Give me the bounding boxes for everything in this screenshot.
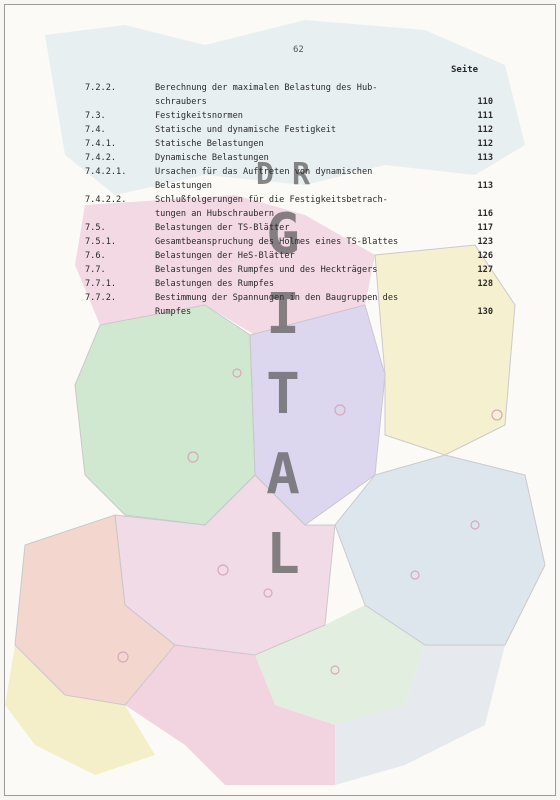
page-number: 62 bbox=[293, 45, 304, 55]
section-number: 7.5.1. bbox=[85, 237, 117, 247]
section-title: Statische Belastungen bbox=[155, 139, 264, 149]
section-title: Ursachen für das Auftreten von dynamischen Belastungen bbox=[155, 167, 373, 191]
section-title: Belastungen des Rumpfes und des Heckträgers bbox=[155, 265, 378, 275]
section-number: 7.4.2.1. bbox=[85, 167, 127, 177]
section-title: Dynamische Belastungen bbox=[155, 153, 269, 163]
toc-entry bbox=[85, 81, 493, 109]
table-of-contents bbox=[85, 81, 493, 319]
section-number: 7.4.1. bbox=[85, 139, 117, 149]
section-number: 7.7.2. bbox=[85, 293, 117, 303]
section-number: 7.2.2. bbox=[85, 83, 117, 93]
watermark-letter: A bbox=[266, 442, 300, 507]
page-column-header: Seite bbox=[451, 65, 479, 75]
section-page: 126 bbox=[477, 251, 493, 261]
section-page: 113 bbox=[477, 153, 493, 163]
section-title: Belastungen der HeS-Blätter bbox=[155, 251, 295, 261]
toc-entry bbox=[85, 277, 493, 291]
watermark-letter: L bbox=[266, 522, 300, 587]
section-title: Berechnung der maximalen Belastung des Hub- schraubers bbox=[155, 83, 378, 107]
toc-entry bbox=[85, 235, 493, 249]
toc-entry bbox=[85, 137, 493, 151]
toc-entry bbox=[85, 165, 493, 193]
section-page: 112 bbox=[477, 125, 493, 135]
section-page: 116 bbox=[477, 209, 493, 219]
section-page: 123 bbox=[477, 237, 493, 247]
section-number: 7.5. bbox=[85, 223, 106, 233]
toc-entry bbox=[85, 291, 493, 319]
section-number: 7.4.2. bbox=[85, 153, 117, 163]
section-title: Statische und dynamische Festigkeit bbox=[155, 125, 337, 135]
toc-entry bbox=[85, 109, 493, 123]
section-number: 7.6. bbox=[85, 251, 106, 261]
section-page: 112 bbox=[477, 139, 493, 149]
section-title: Gesamtbeanspruchung des Holmes eines TS-Blattes bbox=[155, 237, 399, 247]
section-title: Festigkeitsnormen bbox=[155, 111, 243, 121]
toc-entry bbox=[85, 123, 493, 137]
section-number: 7.3. bbox=[85, 111, 106, 121]
section-page: 110 bbox=[477, 97, 493, 107]
section-number: 7.4. bbox=[85, 125, 106, 135]
toc-entry bbox=[85, 263, 493, 277]
section-page: 128 bbox=[477, 279, 493, 289]
section-title: Belastungen der TS-Blätter bbox=[155, 223, 290, 233]
section-number: 7.4.2.2. bbox=[85, 195, 127, 205]
section-page: 111 bbox=[477, 111, 493, 121]
section-page: 117 bbox=[477, 223, 493, 233]
watermark-top: D R bbox=[255, 157, 311, 192]
toc-entry bbox=[85, 221, 493, 235]
section-number: 7.7. bbox=[85, 265, 106, 275]
section-title: Bestimmung der Spannungen in den Baugruppen des Rumpfes bbox=[155, 293, 399, 317]
document-page bbox=[4, 4, 556, 796]
section-number: 7.7.1. bbox=[85, 279, 117, 289]
watermark-letter: G bbox=[266, 202, 300, 267]
section-page: 113 bbox=[477, 181, 493, 191]
toc-entry bbox=[85, 249, 493, 263]
section-page: 127 bbox=[477, 265, 493, 275]
section-page: 130 bbox=[477, 307, 493, 317]
section-title: Belastungen des Rumpfes bbox=[155, 279, 274, 289]
toc-entry bbox=[85, 193, 493, 221]
toc-entry bbox=[85, 151, 493, 165]
section-title: Schlußfolgerungen für die Festigkeitsbetrach- tungen an Hubschraubern bbox=[155, 195, 388, 219]
watermark-letter: I bbox=[266, 282, 300, 347]
watermark-letter: T bbox=[266, 362, 300, 427]
